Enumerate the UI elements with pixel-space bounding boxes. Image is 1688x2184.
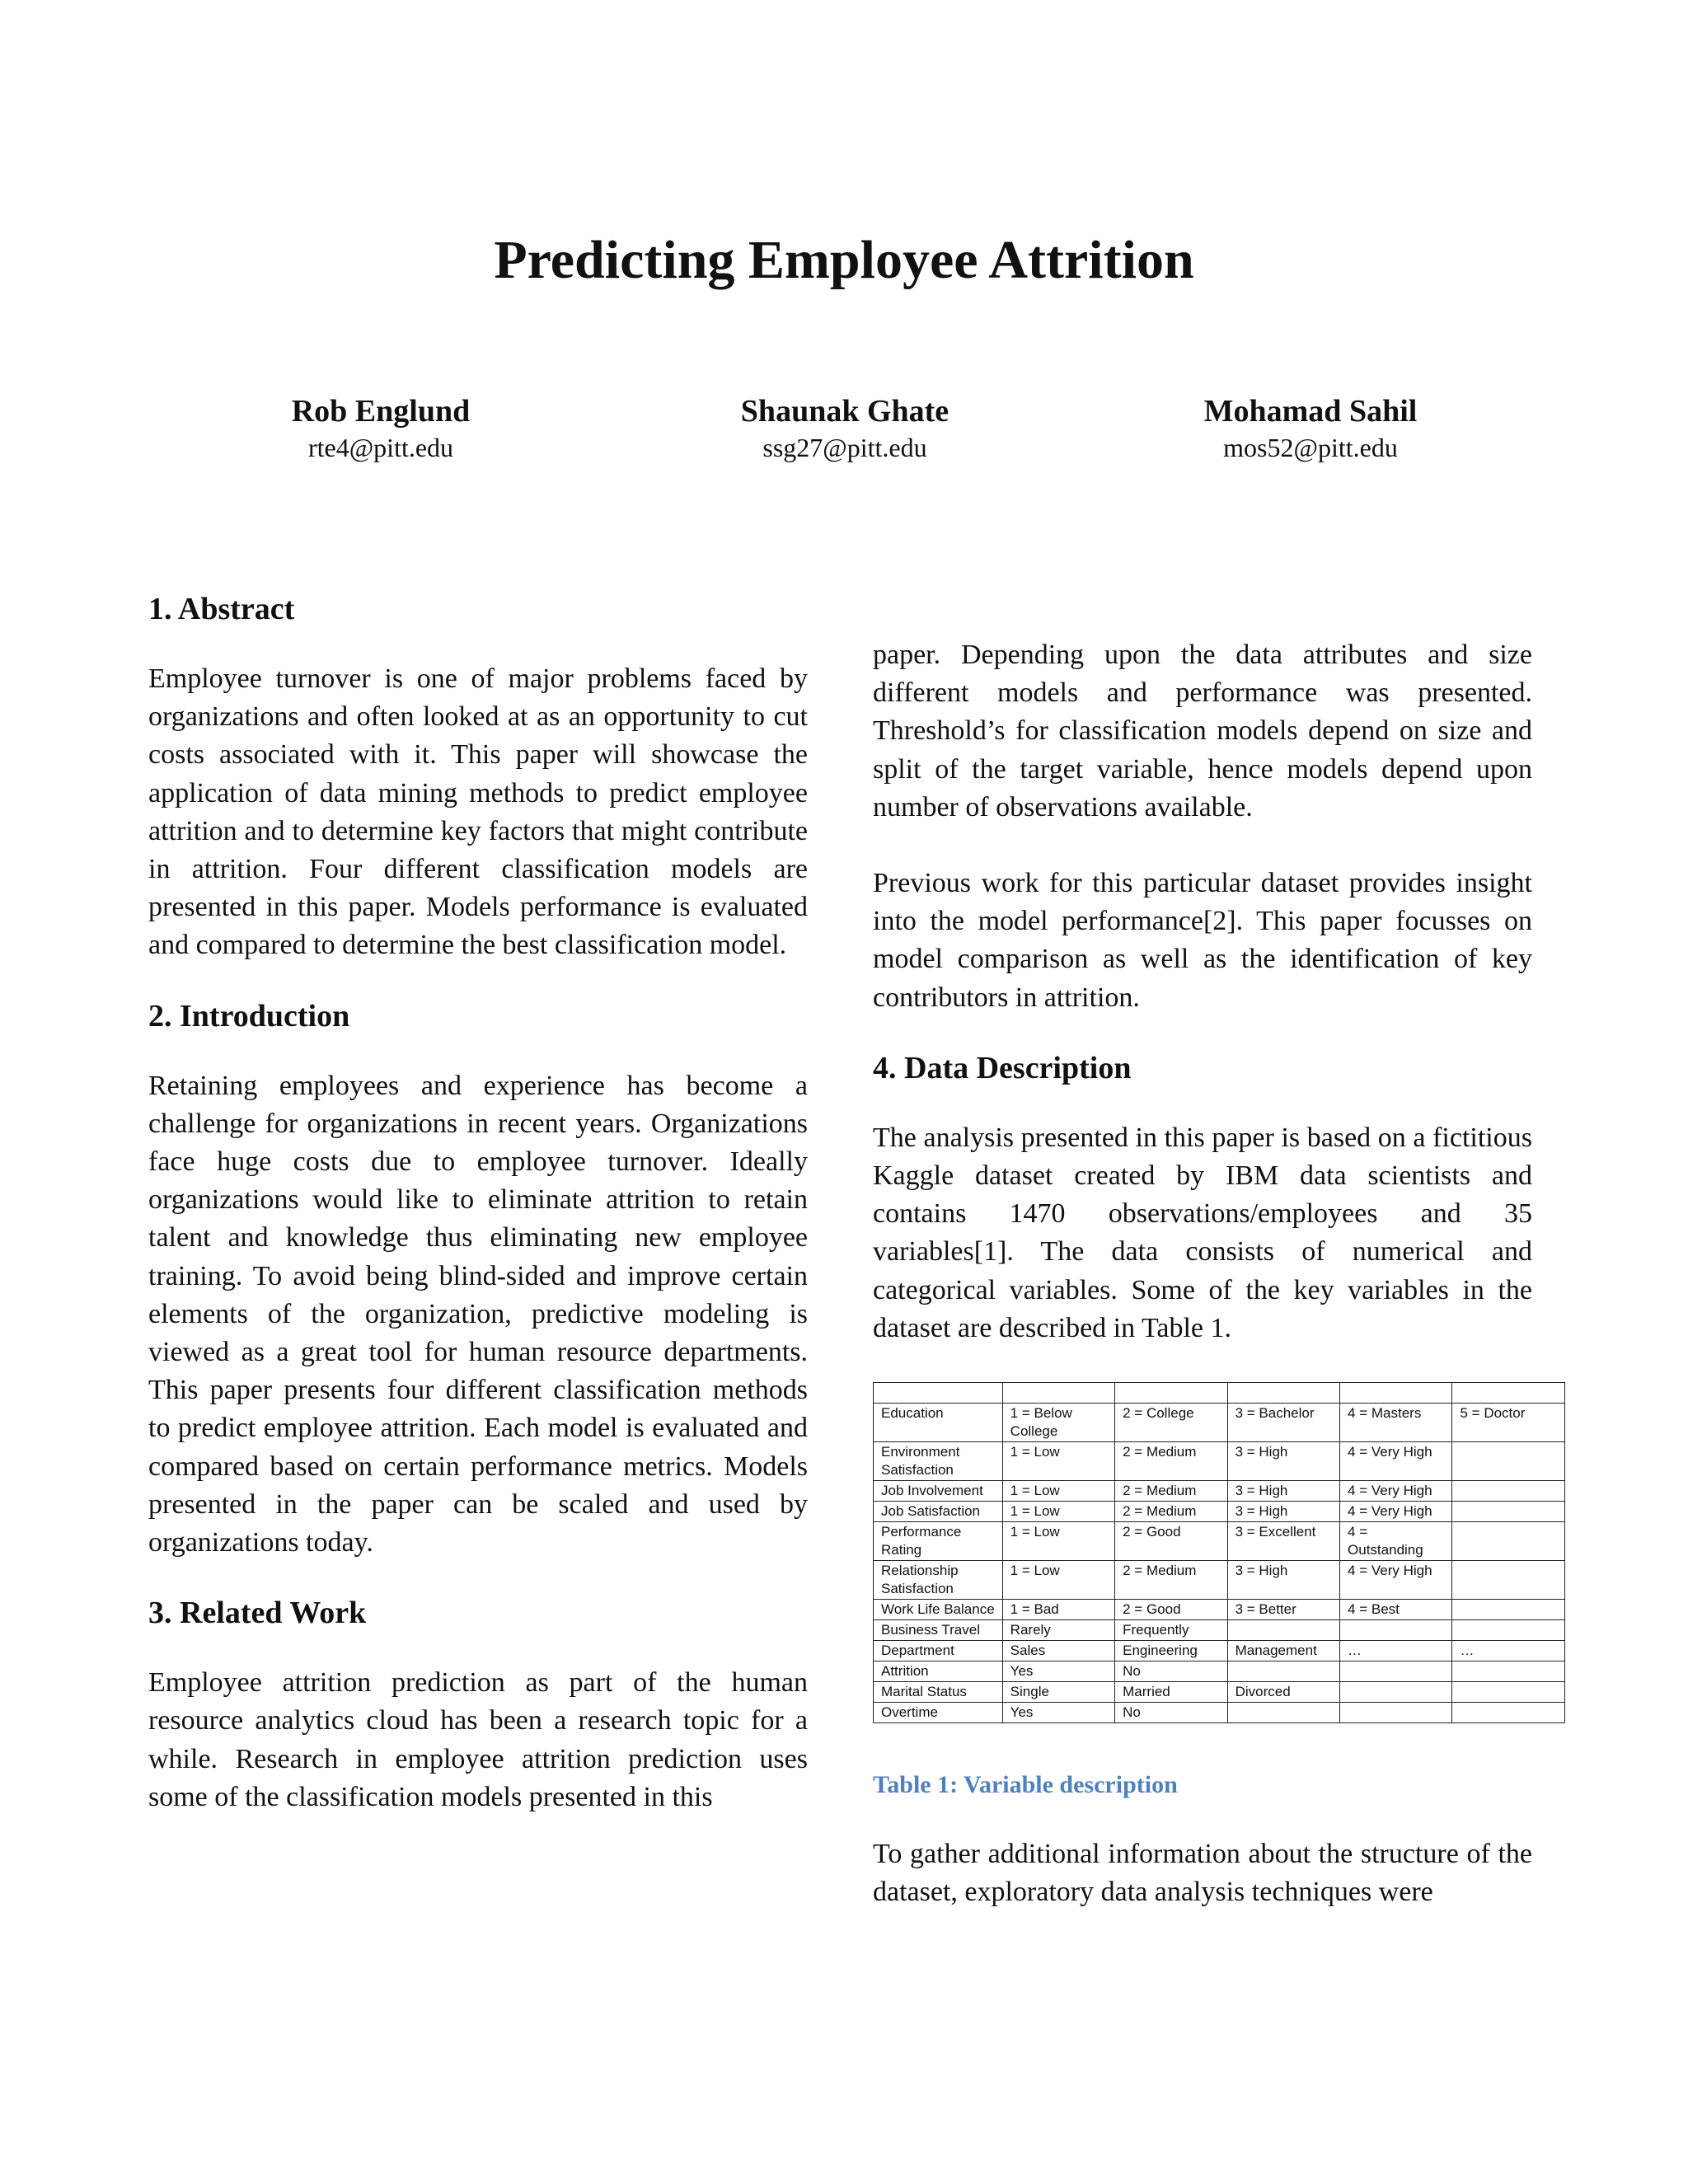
table-cell: 4 = Very High: [1340, 1442, 1452, 1481]
table-cell: [1452, 1682, 1565, 1703]
table-row: [874, 1682, 1565, 1703]
author-block: [183, 391, 579, 464]
table-cell: [1452, 1442, 1565, 1481]
table-cell: 4 = Outstanding: [1340, 1522, 1452, 1561]
section-heading-abstract: 1. Abstract: [148, 592, 295, 626]
table-cell: …: [1340, 1641, 1452, 1661]
table-cell: Marital Status: [874, 1682, 1003, 1703]
author-block: [647, 391, 1043, 464]
left-column: [148, 589, 808, 1816]
table-cell: 2 = Good: [1115, 1522, 1227, 1561]
table-cell: Single: [1002, 1682, 1114, 1703]
table-cell: Department: [874, 1641, 1003, 1661]
table-cell: No: [1115, 1703, 1227, 1723]
table-cell: 4 = Masters: [1340, 1404, 1452, 1442]
author-block: [1113, 391, 1508, 464]
table-cell: [1340, 1682, 1452, 1703]
table-cell: …: [1452, 1641, 1565, 1661]
table-cell: Sales: [1002, 1641, 1114, 1661]
table-row: [874, 1620, 1565, 1641]
table-cell: [1452, 1661, 1565, 1682]
table-cell: Management: [1227, 1641, 1339, 1661]
table-row: [874, 1404, 1565, 1442]
right-column: [873, 636, 1532, 1911]
table-cell: [1452, 1481, 1565, 1502]
table-cell: 2 = Medium: [1115, 1442, 1227, 1481]
table-cell: [1227, 1661, 1339, 1682]
table-cell: 2 = College: [1115, 1404, 1227, 1442]
table-cell: Job Satisfaction: [874, 1502, 1003, 1522]
table-row: [874, 1641, 1565, 1661]
author-name: Mohamad Sahil: [1203, 394, 1418, 429]
table-cell: [1452, 1561, 1565, 1600]
table-cell: 2 = Medium: [1115, 1481, 1227, 1502]
table-cell: [1452, 1703, 1565, 1723]
section-heading-data-description: 4. Data Description: [873, 1050, 1132, 1085]
table-row: [874, 1561, 1565, 1600]
table-cell: Rarely: [1002, 1620, 1114, 1641]
related-work-paragraph-continued: paper. Depending upon the data attributes and size different models and performance was presented. Threshold’s for classification models depend on size and split of the target variable, hence models depend upon number of observations available.: [873, 640, 1532, 823]
table-cell: Relationship Satisfaction: [874, 1561, 1003, 1600]
table-cell: Overtime: [874, 1703, 1003, 1723]
table-cell: Work Life Balance: [874, 1600, 1003, 1620]
table-cell: 4 = Very High: [1340, 1561, 1452, 1600]
table-cell: 3 = High: [1227, 1502, 1339, 1522]
table-cell: 1 = Low: [1002, 1442, 1114, 1481]
table-cell: [1340, 1620, 1452, 1641]
table-cell: [1227, 1620, 1339, 1641]
data-description-paragraph: The analysis presented in this paper is based on a fictitious Kaggle dataset created by IBM data scientists and contains 1470 observations/employees and 35 variables[1]. The data consists of numerical and categorical variables. Some of the key variables in the dataset are described in Table 1.: [873, 1122, 1532, 1343]
table-cell: Frequently: [1115, 1620, 1227, 1641]
table-caption: Table 1: Variable description: [873, 1771, 1178, 1799]
table-row: [874, 1502, 1565, 1522]
related-work-paragraph: Employee attrition prediction as part of the human resource analytics cloud has been a research topic for a while. Research in employee attrition prediction uses some of the classification models presented in this: [148, 1667, 808, 1812]
table-cell: 1 = Low: [1002, 1561, 1114, 1600]
table-row: [874, 1661, 1565, 1682]
table-cell: No: [1115, 1661, 1227, 1682]
table-cell: [1452, 1522, 1565, 1561]
table-cell: 3 = Bachelor: [1227, 1404, 1339, 1442]
table-cell: 1 = Low: [1002, 1481, 1114, 1502]
table-cell: Engineering: [1115, 1641, 1227, 1661]
variable-description-table: [873, 1382, 1565, 1723]
table-cell: [1452, 1620, 1565, 1641]
table-cell: Job Involvement: [874, 1481, 1003, 1502]
table-cell: Environment Satisfaction: [874, 1442, 1003, 1481]
paper-title: Predicting Employee Attrition: [494, 230, 1194, 290]
table-cell: 3 = High: [1227, 1561, 1339, 1600]
related-work-paragraph-2: Previous work for this particular dataset provides insight into the model performance[2]. This paper focusses on model comparison as well as the identification of key contributors in attrition.: [873, 868, 1532, 1013]
table-cell: 1 = Low: [1002, 1522, 1114, 1561]
table-cell: Married: [1115, 1682, 1227, 1703]
table-cell: 3 = High: [1227, 1442, 1339, 1481]
author-email: ssg27@pitt.edu: [762, 433, 927, 462]
table-cell: 3 = High: [1227, 1481, 1339, 1502]
table-cell: 3 = Excellent: [1227, 1522, 1339, 1561]
table-row: [874, 1703, 1565, 1723]
table-cell: 1 = Below College: [1002, 1404, 1114, 1442]
table-cell: 3 = Better: [1227, 1600, 1339, 1620]
table-cell: [1340, 1661, 1452, 1682]
table-cell: [1227, 1703, 1339, 1723]
table-cell: 2 = Medium: [1115, 1561, 1227, 1600]
author-name: Rob Englund: [291, 394, 471, 429]
table-cell: Education: [874, 1404, 1003, 1442]
table-cell: [1340, 1703, 1452, 1723]
author-email: rte4@pitt.edu: [307, 433, 454, 462]
section-heading-introduction: 2. Introduction: [148, 998, 350, 1033]
table-cell: 4 = Very High: [1340, 1502, 1452, 1522]
table-row: [874, 1442, 1565, 1481]
table-cell: Yes: [1002, 1703, 1114, 1723]
author-name: Shaunak Ghate: [740, 394, 950, 429]
table-cell: 5 = Doctor: [1452, 1404, 1565, 1442]
table-row: [874, 1481, 1565, 1502]
table-cell: 2 = Medium: [1115, 1502, 1227, 1522]
table-cell: Divorced: [1227, 1682, 1339, 1703]
table-row: [874, 1522, 1565, 1561]
data-description-paragraph-2: To gather additional information about the structure of the dataset, exploratory data analysis techniques were: [873, 1839, 1532, 1908]
table-header-row: [874, 1383, 1565, 1404]
table-cell: 4 = Very High: [1340, 1481, 1452, 1502]
table-cell: Performance Rating: [874, 1522, 1003, 1561]
table-cell: 2 = Good: [1115, 1600, 1227, 1620]
table-cell: 4 = Best: [1340, 1600, 1452, 1620]
table-cell: Attrition: [874, 1661, 1003, 1682]
table-row: [874, 1600, 1565, 1620]
table-cell: 1 = Low: [1002, 1502, 1114, 1522]
introduction-paragraph: Retaining employees and experience has become a challenge for organizations in recent years. Organizations face huge costs due to employee turnover. Ideally organizations would like to eliminate attrition to retain talent and knowledge thus eliminating new employee training. To avoid being blind-sided and improve certain elements of the organization, predictive modeling is viewed as a great tool for human resource departments. This paper presents four different classification methods to predict employee attrition. Each model is evaluated and compared based on certain performance metrics. Models presented in the paper can be scaled and used by organizations today.: [148, 1070, 808, 1558]
table-cell: [1452, 1502, 1565, 1522]
table-cell: 1 = Bad: [1002, 1600, 1114, 1620]
abstract-paragraph: Employee turnover is one of major problems faced by organizations and often looked at as an opportunity to cut costs associated with it. This paper will showcase the application of data mining methods to predict employee attrition and to determine key factors that might contribute in attrition. Four different classification models are presented in this paper. Models performance is evaluated and compared to determine the best classification model.: [148, 663, 808, 961]
section-heading-related-work: 3. Related Work: [148, 1596, 367, 1631]
table-cell: Yes: [1002, 1661, 1114, 1682]
table-cell: [1452, 1600, 1565, 1620]
table-cell: Business Travel: [874, 1620, 1003, 1641]
author-email: mos52@pitt.edu: [1223, 433, 1398, 462]
